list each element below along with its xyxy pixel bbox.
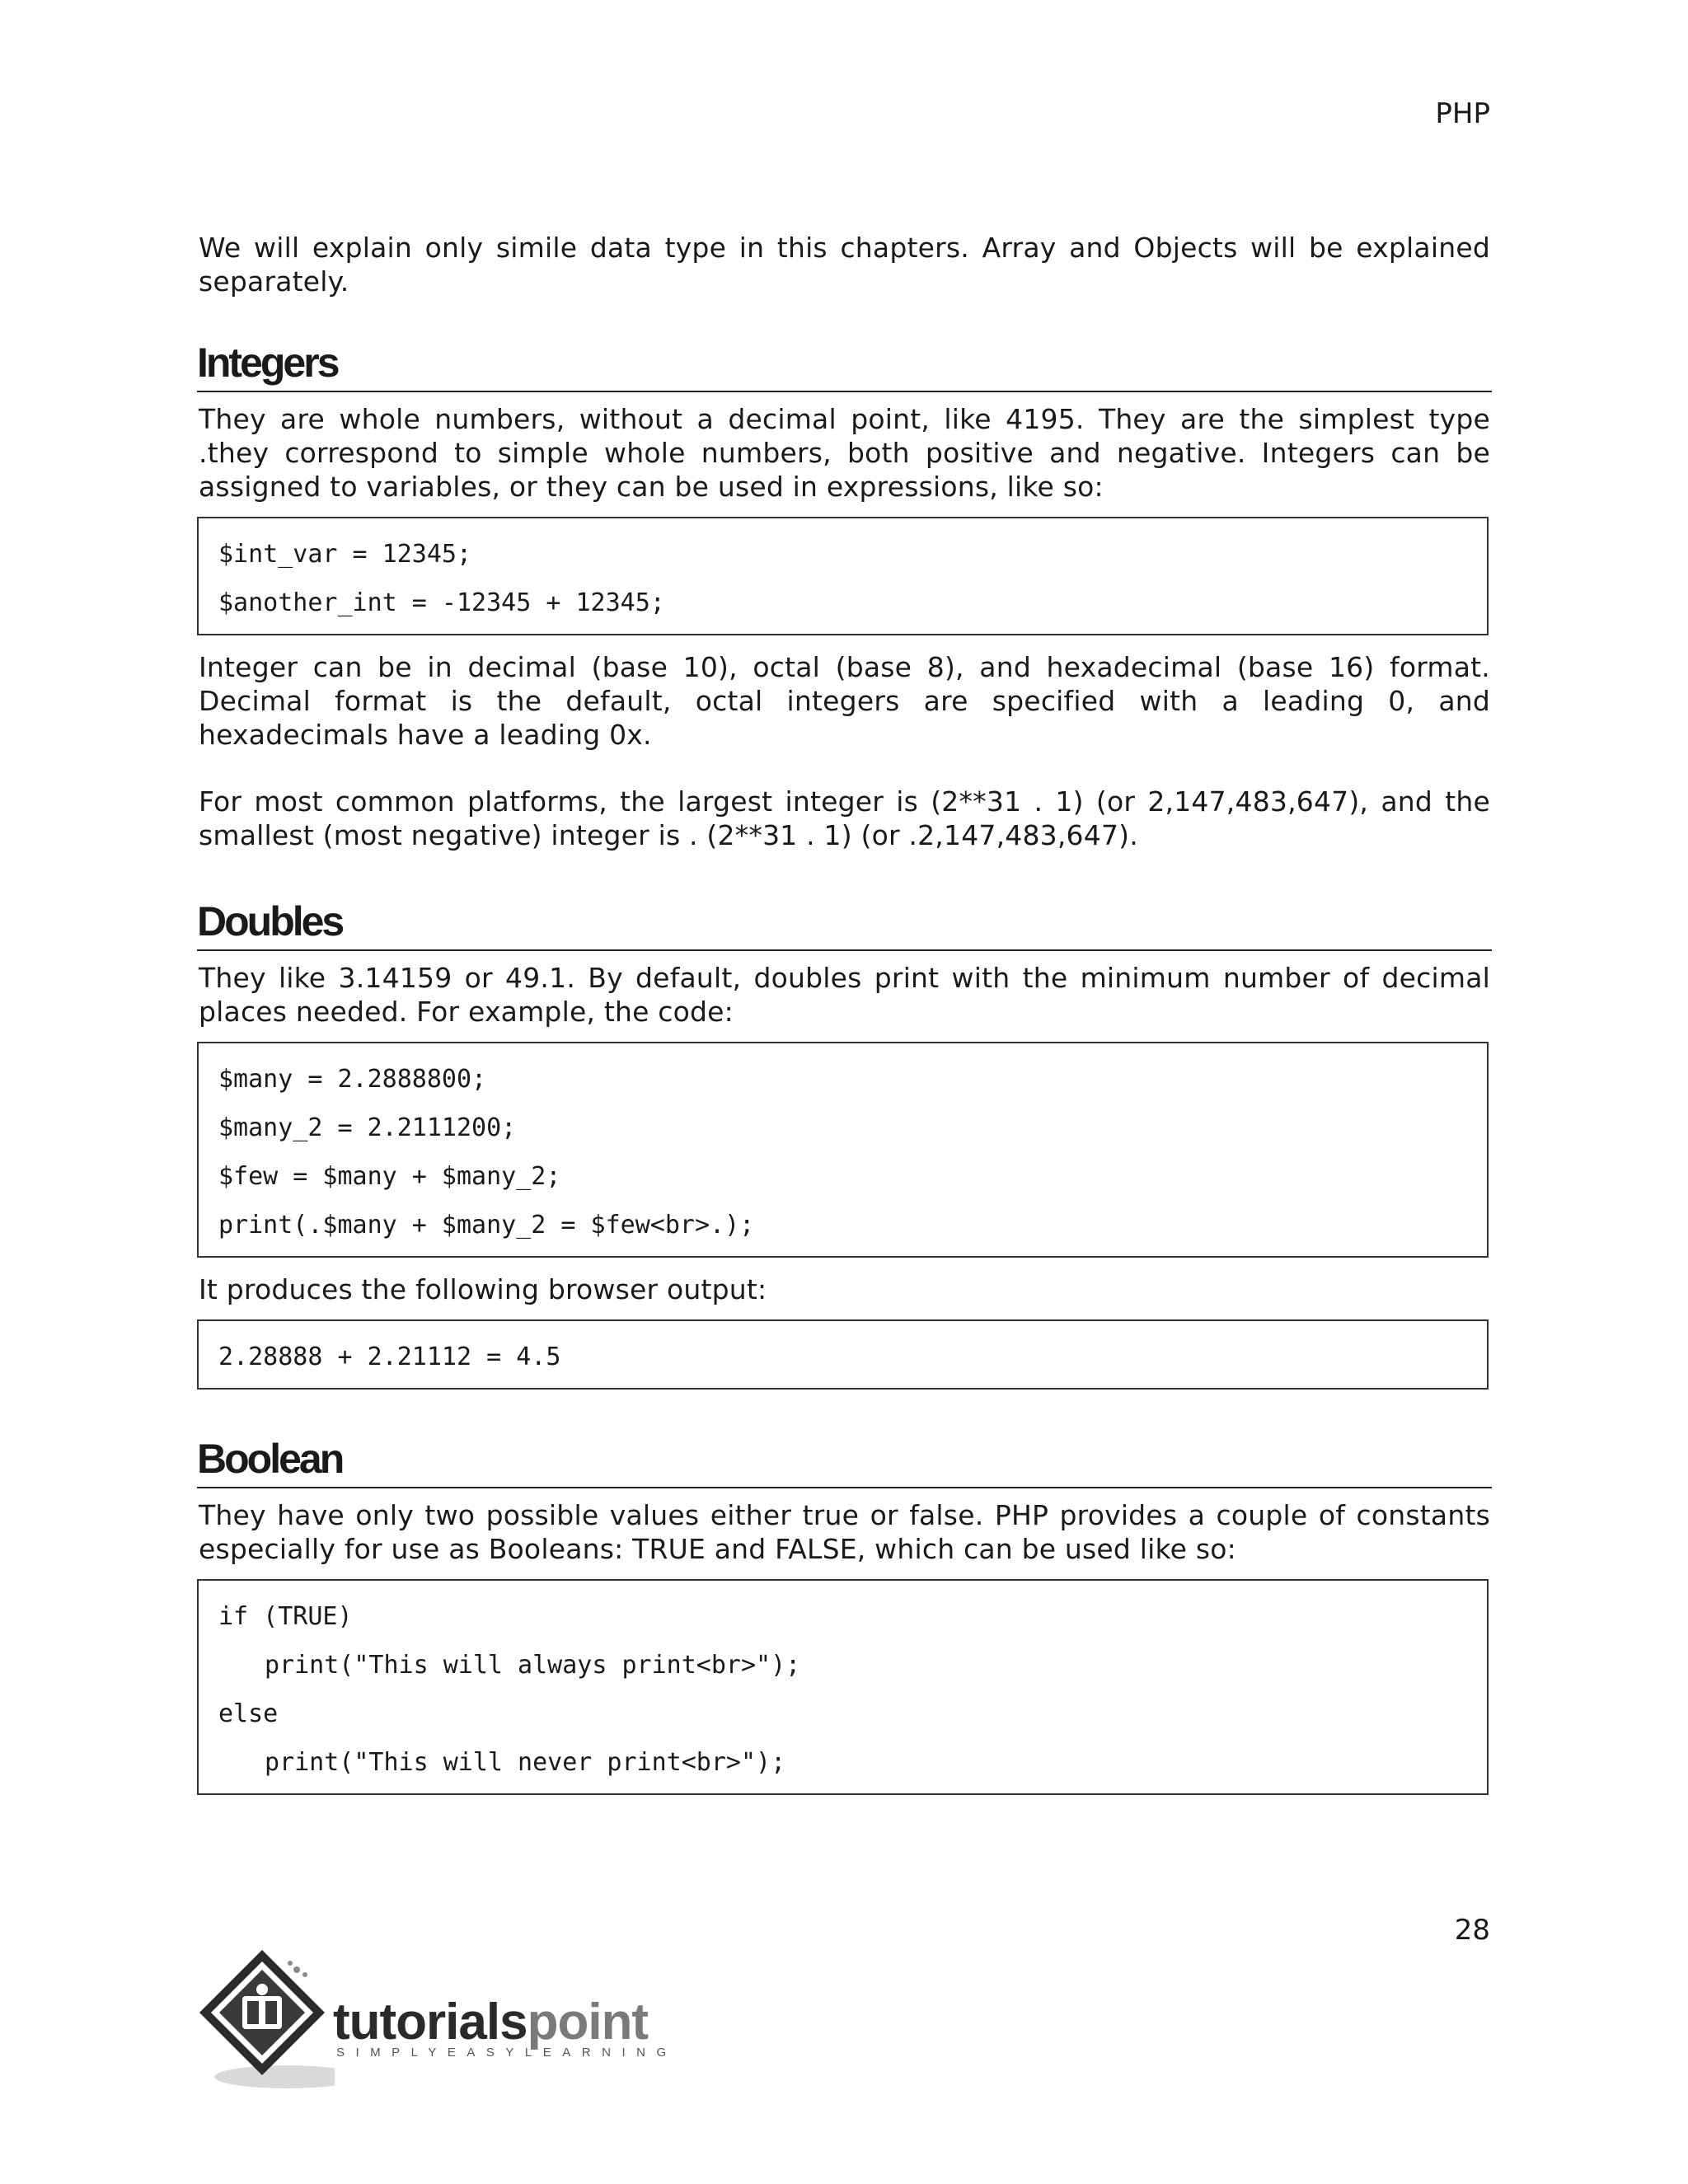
code-block-boolean [197, 1579, 1489, 1795]
logo-wordmark: tutorialspoint [333, 1994, 649, 2050]
code-line: print("This will always print<br>"); [265, 1651, 801, 1680]
code-line: print("This will never print<br>"); [265, 1748, 786, 1777]
code-line: print(.$many + $many_2 = $few<br>.); [218, 1211, 755, 1240]
intro-paragraph: We will explain only simile data type in this chapters. Array and Objects will be explained separately. [199, 232, 1490, 298]
integers-paragraph-3: For most common platforms, the largest integer is (2**31 . 1) (or 2,147,483,647), and the smallest (most negative) integer is . (2**31 . 1) (or .2,147,483,647). [199, 785, 1490, 851]
page-number: 28 [1454, 1914, 1490, 1947]
doubles-paragraph-1: They like 3.14159 or 49.1. By default, doubles print with the minimum number of decimal places needed. For example, the code: [199, 962, 1490, 1028]
output-block-doubles [197, 1319, 1489, 1390]
code-line: $many_2 = 2.2111200; [218, 1113, 517, 1142]
code-block-integers [197, 517, 1489, 635]
output-line: 2.28888 + 2.21112 = 4.5 [218, 1343, 561, 1371]
doubles-paragraph-2: It produces the following browser output: [199, 1273, 767, 1305]
page-content [199, 231, 1490, 1795]
integers-paragraph-2: Integer can be in decimal (base 10), octal (base 8), and hexadecimal (base 16) format. Decimal format is the default, octal integers are specified with a leading 0, and hexadecimals have a leading 0x. [199, 651, 1490, 751]
code-line: $few = $many + $many_2; [218, 1162, 561, 1191]
section-title-doubles: Doubles [197, 897, 1492, 951]
logo-diamond-icon [195, 1945, 335, 2093]
code-line: else [218, 1699, 279, 1728]
code-line: $int_var = 12345; [218, 540, 472, 569]
code-line: if (TRUE) [218, 1602, 353, 1631]
section-title-integers: Integers [197, 338, 1492, 392]
running-head: PHP [1435, 97, 1490, 130]
integers-paragraph-1: They are whole numbers, without a decimal point, like 4195. They are the simplest type .they correspond to simple whole numbers, both positive and negative. Integers can be assigned to variables, or they can be used in expressions, like so: [199, 403, 1490, 503]
boolean-paragraph-1: They have only two possible values either true or false. PHP provides a couple of constants especially for use as Booleans: TRUE and FALSE, which can be used like so: [199, 1499, 1490, 1565]
logo-tagline: SIMPLYEASYLEARNING [336, 2046, 678, 2060]
section-title-boolean: Boolean [197, 1434, 1492, 1488]
tutorialspoint-logo [195, 1945, 678, 2093]
code-block-doubles [197, 1042, 1489, 1258]
code-line: $many = 2.2888800; [218, 1065, 487, 1094]
code-line: $another_int = -12345 + 12345; [218, 588, 665, 617]
